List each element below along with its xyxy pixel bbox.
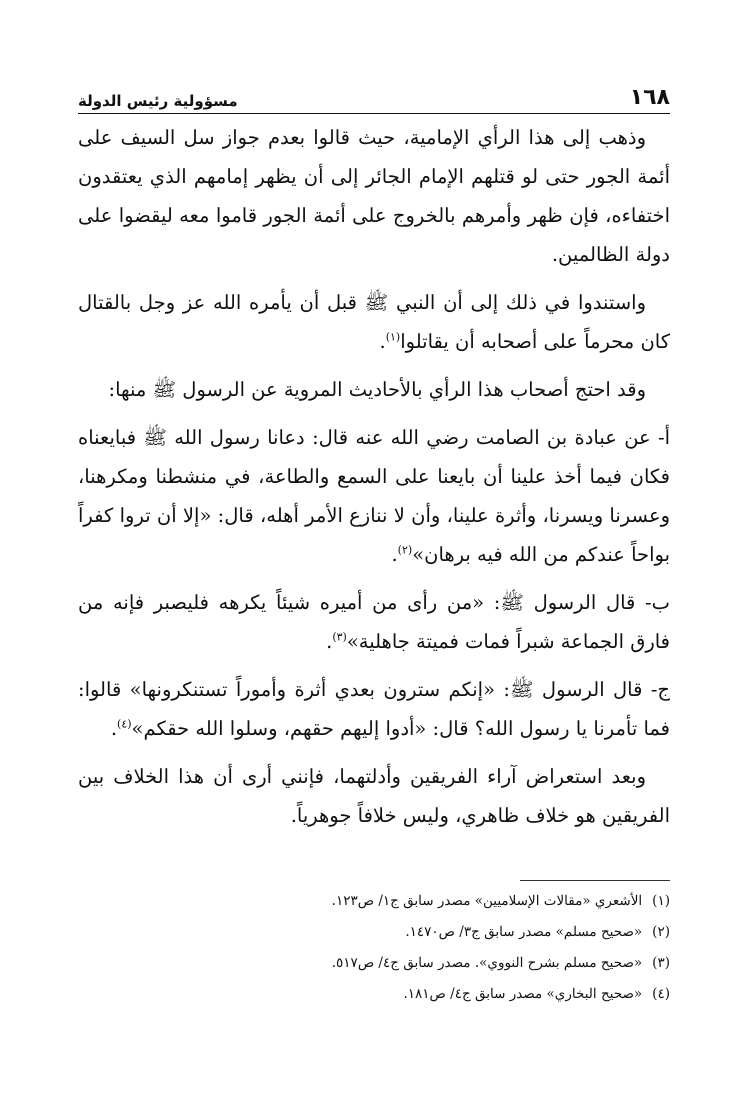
footnote-ref: (٤) [117,717,132,731]
footnote-divider [520,880,670,881]
footnote: (٤)«صحيح البخاري» مصدر سابق ج٤/ ص١٨١. [403,986,670,1002]
footnote: (٣)«صحيح مسلم بشرح النووي». مصدر سابق ج٤/ ص٥١٧. [331,955,670,971]
paragraph: وبعد استعراض آراء الفريقين وأدلتهما، فإنني أرى أن هذا الخلاف بين الفريقين هو خلاف ظاهري، وليس خلافاً جوهرياً. [78,765,670,827]
hadith-item: أ- عن عبادة بن الصامت رضي الله عنه قال: دعانا رسول الله ﷺ فبايعناه فكان فيما أخذ علينا أن بايعنا على السمع والطاعة، في منشطنا ومكرهنا، وعسرنا ويسرنا، وأثرة علينا، وأن لا ننازع الأمر أهله، قال: «إلا أن تروا كفراً بواحاً عندكم من الله فيه برهان»$^{(٢)}$. [78,426,670,566]
footnote-ref: (٢) [397,543,413,557]
running-title: مسؤولية رئيس الدولة [78,92,238,110]
footnote: (٢)«صحيح مسلم» مصدر سابق ج٣/ ص١٤٧٠. [405,924,670,940]
paragraph: واستندوا في ذلك إلى أن النبي ﷺ قبل أن يأمره الله عز وجل بالقتال كان محرماً على أصحابه أن يقاتلوا$^{(١)}$. [78,291,670,353]
page-header [78,80,670,114]
footnote-ref: (٣) [332,630,347,644]
footnotes [240,886,670,1010]
footnote: (١)الأشعري «مقالات الإسلاميين» مصدر سابق ج١/ ص١٢٣. [331,893,670,909]
page-number: ١٦٨ [629,85,670,110]
hadith-item: ب- قال الرسول ﷺ: «من رأى من أميره شيئاً يكرهه فليصبر فإنه من فارق الجماعة شبراً فمات فميتة جاهلية»$^{(٣)}$. [78,591,670,653]
body-text [78,118,670,844]
paragraph: وذهب إلى هذا الرأي الإمامية، حيث قالوا بعدم جواز سل السيف على أئمة الجور حتى لو قتلهم الإمام الجائر إلى أن يظهر إمامهم الذي يعتقدون اختفاءه، فإن ظهر وأمرهم بالخروج على أئمة الجور قاموا معه ليقضوا على دولة الظالمين. [78,126,670,266]
footnote-ref: (١) [385,330,401,344]
hadith-item: ج- قال الرسول ﷺ: «إنكم سترون بعدي أثرة وأموراً تستنكرونها» قالوا: فما تأمرنا يا رسول الله؟ قال: «أدوا إليهم حقهم، وسلوا الله حقكم»$^{(٤)}$. [78,678,670,740]
paragraph: وقد احتج أصحاب هذا الرأي بالأحاديث المروية عن الرسول ﷺ منها: [108,378,646,401]
